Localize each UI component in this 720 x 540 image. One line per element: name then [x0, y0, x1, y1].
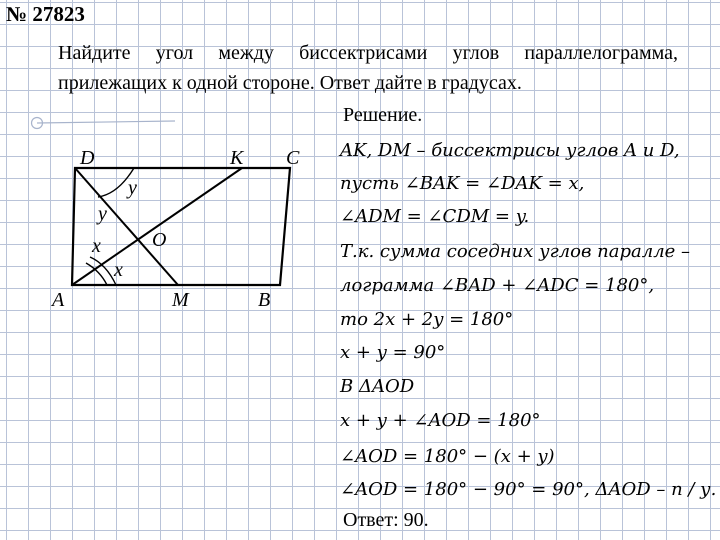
solution-line: ∠AOD = 180° − (x + y): [340, 446, 555, 467]
solution-line: Т.к. сумма соседних углов паралле –: [340, 241, 691, 262]
parallelogram-figure: [52, 140, 330, 320]
answer: Ответ: 90.: [343, 509, 429, 531]
label-d: D: [80, 147, 95, 169]
bisector-dm: [75, 168, 178, 285]
label-m: M: [172, 289, 189, 311]
problem-statement: Найдите угол между биссектрисами углов параллелограмма, прилежащих к одной стороне. Ответ дайте в градусах.: [58, 42, 678, 94]
label-angle-y-left: y: [98, 203, 107, 225]
label-angle-y-top: y: [128, 177, 137, 199]
solution-heading: Решение.: [343, 104, 423, 126]
label-angle-x-upper: x: [92, 235, 101, 257]
label-k: K: [230, 147, 244, 169]
solution-line: AK, DM – биссектрисы углов A и D,: [340, 140, 680, 161]
solution-line: ∠AOD = 180° − 90° = 90°, ΔAOD – п / у.: [340, 479, 717, 500]
margin-marker-icon: [30, 116, 180, 130]
solution-line: ∠ADM = ∠CDM = y.: [340, 206, 530, 227]
solution-line: пусть ∠BAK = ∠DAK = x,: [340, 173, 585, 194]
problem-number: № 27823: [6, 2, 85, 26]
solution-line: x + y = 90°: [340, 342, 446, 363]
label-c: C: [286, 147, 300, 169]
label-angle-x-lower: x: [114, 259, 123, 281]
label-b: B: [258, 289, 271, 311]
solution-line: x + y + ∠AOD = 180°: [340, 410, 541, 431]
solution-line: лограмма ∠BAD + ∠ADC = 180°,: [340, 275, 655, 296]
label-o: O: [152, 229, 167, 251]
bisector-ak: [72, 168, 242, 285]
solution-line: В ΔAOD: [340, 376, 415, 397]
solution-line: то 2x + 2y = 180°: [340, 309, 514, 330]
label-a: A: [52, 289, 65, 311]
